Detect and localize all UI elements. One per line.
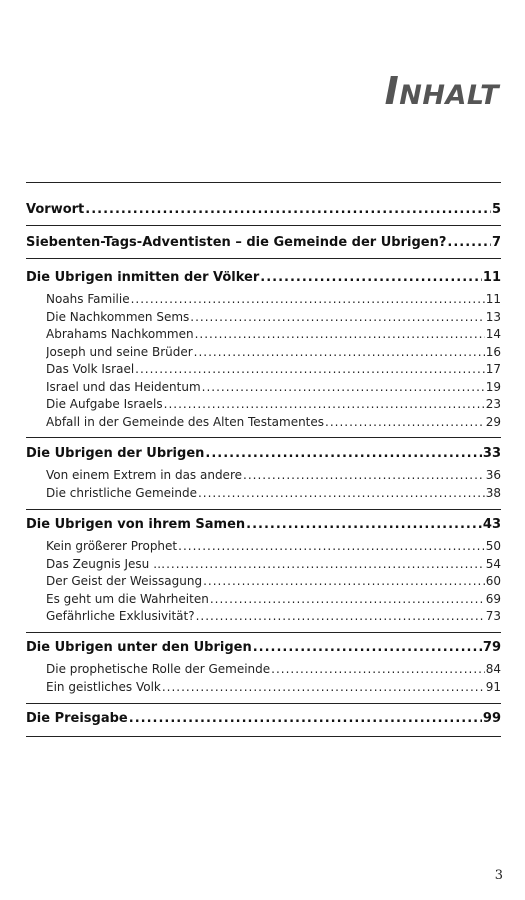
- page-title: Inhalt: [384, 69, 499, 113]
- toc-entry-label: Abrahams Nachkommen: [46, 327, 194, 341]
- toc-chapter-uebrigen[interactable]: [26, 446, 501, 461]
- toc-page-number: 13: [485, 310, 501, 324]
- toc-page-number: 60: [485, 574, 501, 588]
- toc-page-number: 73: [485, 609, 501, 623]
- toc-page-number: 91: [485, 680, 501, 694]
- toc-page-number: 54: [485, 557, 501, 571]
- toc-page-number: 84: [485, 662, 501, 676]
- toc-entry[interactable]: [46, 680, 501, 694]
- toc-page-number: 38: [485, 486, 501, 500]
- toc-page-number: 36: [485, 468, 501, 482]
- leader-dots: [325, 415, 485, 429]
- toc-page-number: 33: [482, 446, 501, 461]
- toc-chapter-adventisten[interactable]: [26, 235, 501, 250]
- leader-dots: [194, 345, 485, 359]
- toc-page-number: 23: [485, 397, 501, 411]
- toc-entry[interactable]: [46, 574, 501, 588]
- toc-page-number: 5: [491, 202, 501, 217]
- toc-entry[interactable]: [46, 539, 501, 553]
- toc-entry[interactable]: [46, 415, 501, 429]
- leader-dots: [271, 662, 485, 676]
- leader-dots: [166, 557, 485, 571]
- toc-entry[interactable]: [46, 592, 501, 606]
- toc-page-number: 19: [485, 380, 501, 394]
- leader-dots: [162, 680, 485, 694]
- toc-chapter-label: Die Übrigen unter den Übrigen: [26, 640, 252, 655]
- toc-entry[interactable]: [46, 486, 501, 500]
- leader-dots: [447, 235, 491, 250]
- toc-entry[interactable]: [46, 397, 501, 411]
- section-rule: [26, 736, 501, 737]
- toc-chapter-label: Die Übrigen von ihrem Samen: [26, 517, 246, 532]
- toc-page-number: 14: [485, 327, 501, 341]
- toc-entry-label: Kein größerer Prophet: [46, 539, 178, 553]
- toc-entry[interactable]: [46, 292, 501, 306]
- toc-entry-label: Gefährliche Exklusivität?: [46, 609, 195, 623]
- section-rule: [26, 437, 501, 438]
- leader-dots: [196, 609, 485, 623]
- toc-chapter-voelker[interactable]: [26, 270, 501, 285]
- toc-entry[interactable]: [46, 362, 501, 376]
- leader-dots: [198, 486, 485, 500]
- toc-entry-label: Noahs Familie: [46, 292, 130, 306]
- page-number: 3: [494, 868, 503, 883]
- section-rule: [26, 632, 501, 633]
- toc-page-number: 43: [482, 517, 501, 532]
- leader-dots: [205, 446, 482, 461]
- toc-page-number: 99: [482, 711, 501, 726]
- toc-entry[interactable]: [46, 310, 501, 324]
- leader-dots: [135, 362, 485, 376]
- toc-chapter-label: Vorwort: [26, 202, 85, 217]
- toc-entry-label: Joseph und seine Brüder: [46, 345, 193, 359]
- leader-dots: [129, 711, 482, 726]
- toc-chapter-label: Die Übrigen der Übrigen: [26, 446, 205, 461]
- leader-dots: [203, 574, 485, 588]
- leader-dots: [164, 397, 485, 411]
- toc-entry-label: Abfall in der Gemeinde des Alten Testamentes: [46, 415, 325, 429]
- toc-entry[interactable]: [46, 468, 501, 482]
- toc-page-number: 50: [485, 539, 501, 553]
- toc-chapter-label: Siebenten-Tags-Adventisten – die Gemeinde der Übrigen?: [26, 235, 447, 250]
- toc-page-number: 29: [485, 415, 501, 429]
- leader-dots: [202, 380, 485, 394]
- toc-entry-label: Die prophetische Rolle der Gemeinde: [46, 662, 271, 676]
- toc-entry-label: Das Volk Israel: [46, 362, 135, 376]
- toc-chapter-label: Die Übrigen inmitten der Völker: [26, 270, 260, 285]
- toc-entry[interactable]: [46, 557, 501, 571]
- leader-dots: [85, 202, 491, 217]
- header-rule: [26, 182, 501, 183]
- toc-entry[interactable]: [46, 380, 501, 394]
- toc-page-number: 11: [485, 292, 501, 306]
- leader-dots: [243, 468, 485, 482]
- toc-page-number: 79: [482, 640, 501, 655]
- toc-page-number: 17: [485, 362, 501, 376]
- section-rule: [26, 703, 501, 704]
- leader-dots: [178, 539, 485, 553]
- toc-entry-label: Die christliche Gemeinde: [46, 486, 197, 500]
- toc-chapter-preisgabe[interactable]: [26, 711, 501, 726]
- section-rule: [26, 509, 501, 510]
- toc-page-number: 11: [482, 270, 501, 285]
- leader-dots: [253, 640, 482, 655]
- toc-chapter-unter[interactable]: [26, 640, 501, 655]
- toc-entry-label: Israel und das Heidentum: [46, 380, 201, 394]
- toc-chapter-samen[interactable]: [26, 517, 501, 532]
- toc-entry-label: Ein geistliches Volk: [46, 680, 161, 694]
- toc-entry-label: Das Zeugnis Jesu …: [46, 557, 166, 571]
- leader-dots: [260, 270, 482, 285]
- toc-chapter-label: Die Preisgabe: [26, 711, 128, 726]
- toc-entry-label: Die Nachkommen Sems: [46, 310, 190, 324]
- toc-entry-label: Die Aufgabe Israels: [46, 397, 163, 411]
- section-rule: [26, 225, 501, 226]
- toc-entry-label: Der Geist der Weissagung: [46, 574, 203, 588]
- leader-dots: [190, 310, 484, 324]
- leader-dots: [195, 327, 485, 341]
- leader-dots: [246, 517, 482, 532]
- toc-entry[interactable]: [46, 609, 501, 623]
- toc-entry-label: Es geht um die Wahrheiten: [46, 592, 209, 606]
- leader-dots: [210, 592, 485, 606]
- leader-dots: [131, 292, 485, 306]
- toc-page-number: 16: [485, 345, 501, 359]
- toc-entry-label: Von einem Extrem in das andere: [46, 468, 242, 482]
- toc-entry[interactable]: [46, 345, 501, 359]
- toc-chapter-vorwort[interactable]: [26, 202, 501, 217]
- section-rule: [26, 258, 501, 259]
- toc-page-number: 7: [491, 235, 501, 250]
- toc-entry[interactable]: [46, 327, 501, 341]
- toc-entry[interactable]: [46, 662, 501, 676]
- toc-page-number: 69: [485, 592, 501, 606]
